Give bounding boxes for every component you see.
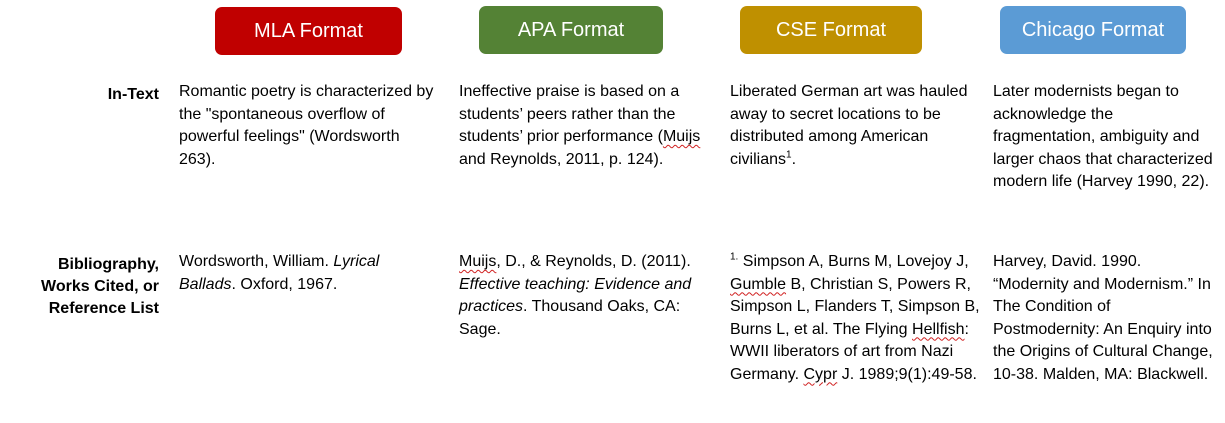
spelling-flag: Cypr — [803, 365, 838, 383]
apa-in-text-example: Ineffective praise is based on a students’ peers rather than the students’ prior performance (Muijs and Reynolds, 2011, p. 124). — [459, 83, 701, 168]
footnote-marker: 1 — [786, 149, 792, 161]
chicago-format-header: Chicago Format — [1000, 6, 1186, 54]
spelling-flag: Muijs — [662, 128, 701, 145]
bibliography-row-label: Bibliography, Works Cited, or Reference List — [41, 256, 159, 317]
chicago-bibliography-example: Harvey, David. 1990. “Modernity and Modernism.” In The Condition of Postmodernity: An Enquiry into the Origins of Cultural Change, 10-38. Malden, MA: Blackwell. — [993, 253, 1213, 383]
spelling-flag: Muijs — [459, 253, 497, 270]
in-text-row-label: In-Text — [107, 86, 159, 103]
mla-format-header: MLA Format — [215, 7, 402, 55]
apa-bibliography-example: Muijs, D., & Reynolds, D. (2011). Effective teaching: Evidence and practices. Thousand Oaks, CA: Sage. — [459, 253, 692, 338]
apa-format-header: APA Format — [479, 6, 663, 54]
footnote-marker: 1. — [730, 251, 739, 263]
mla-bibliography-example: Wordsworth, William. Lyrical Ballads. Oxford, 1967. — [179, 253, 380, 293]
spelling-flag: Gumble — [730, 275, 787, 293]
mla-in-text-example: Romantic poetry is characterized by the "spontaneous overflow of powerful feelings" (Wordsworth 263). — [179, 83, 434, 168]
cse-format-header: CSE Format — [740, 6, 922, 54]
cse-in-text-example: Liberated German art was hauled away to secret locations to be distributed among American civilians$^1$. — [730, 83, 968, 168]
cse-bibliography-example: $^{1.}$ Simpson A, Burns M, Lovejoy J, Gumble B, Christian S, Powers R, Simpson L, Flanders T, Simpson B, Burns L, et al. The Flying Hellfish: WWII liberators of art from Nazi Germany. Cypr J. 1989;9(1):49-58. — [730, 251, 980, 383]
chicago-in-text-example: Later modernists began to acknowledge the fragmentation, ambiguity and larger chaos that characterized modern life (Harvey 1990, 22). — [993, 83, 1213, 190]
spelling-flag: Hellfish — [912, 320, 965, 338]
